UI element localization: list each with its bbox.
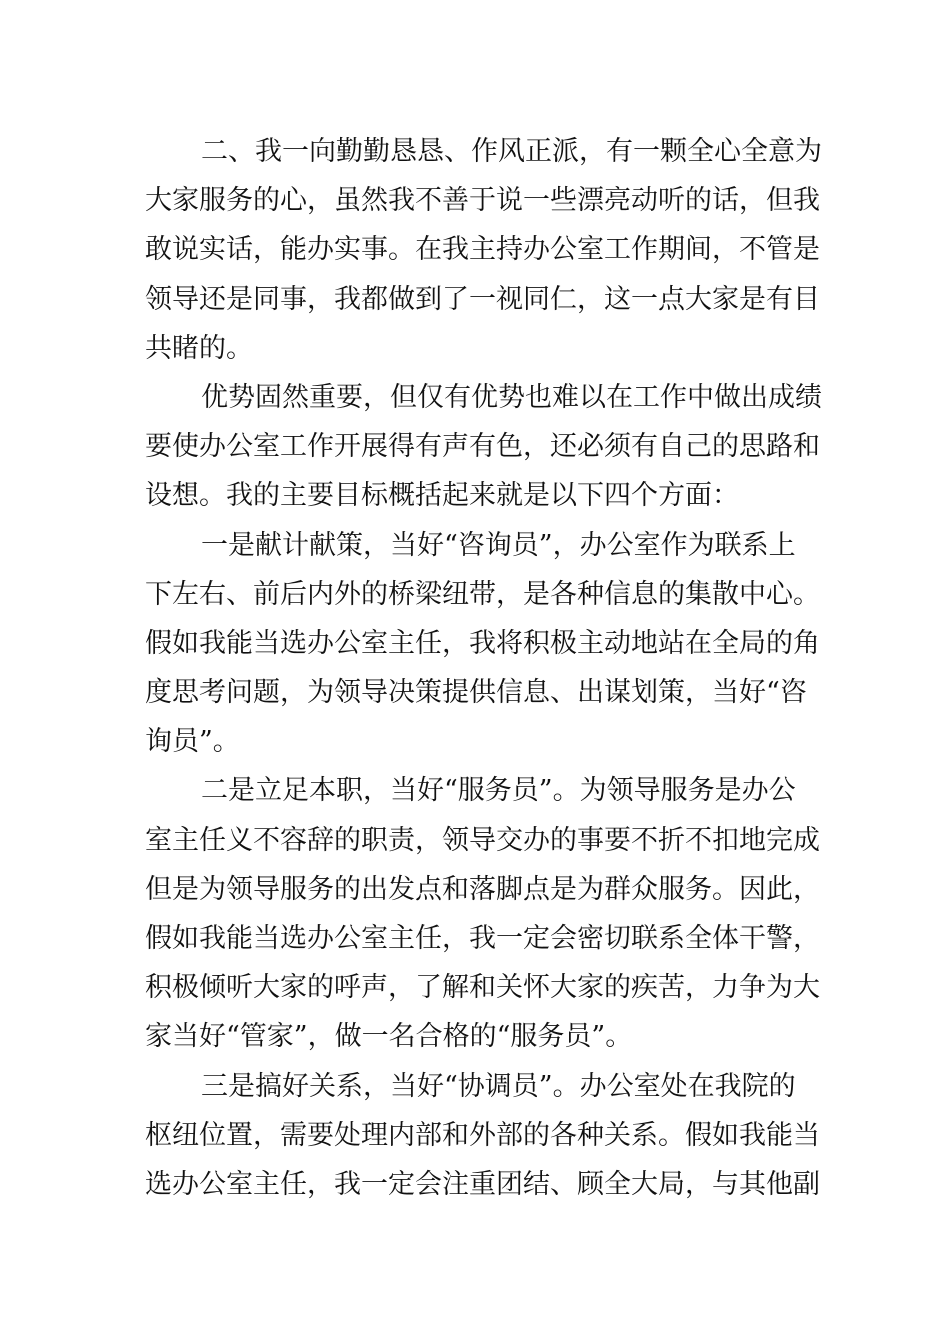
text-line: 但是为领导服务的出发点和落脚点是为群众服务。因此，: [145, 873, 820, 905]
text-line: 领导还是同事，我都做到了一视同仁，这一点大家是有目: [145, 283, 820, 315]
body-text: [145, 127, 822, 1209]
text-line: 共睹的。: [145, 332, 253, 364]
text-line: 下左右、前后内外的桥梁纽带，是各种信息的集散中心。: [145, 578, 820, 610]
text-line: 假如我能当选办公室主任，我一定会密切联系全体干警，: [145, 923, 820, 954]
text-line: 枢纽位置，需要处理内部和外部的各种关系。假如我能当: [145, 1119, 820, 1151]
text-line: 假如我能当选办公室主任，我将积极主动地站在全局的角: [145, 627, 820, 659]
text-line: 室主任义不容辞的职责，领导交办的事要不折不扣地完成: [145, 824, 820, 856]
text-line: 大家服务的心，虽然我不善于说一些漂亮动听的话，但我: [145, 185, 820, 217]
text-line: 询员”。: [145, 726, 240, 758]
text-line: 二是立足本职，当好“服务员”。为领导服务是办公: [201, 775, 796, 807]
text-line: 度思考问题，为领导决策提供信息、出谋划策，当好“咨: [145, 677, 807, 709]
text-line: 敢说实话，能办实事。在我主持办公室工作期间，不管是: [145, 234, 820, 266]
text-line: 选办公室主任，我一定会注重团结、顾全大局，与其他副: [145, 1168, 820, 1200]
text-line: 三是搞好关系，当好“协调员”。办公室处在我院的: [201, 1070, 796, 1102]
text-line: 一是献计献策，当好“咨询员”，办公室作为联系上: [201, 529, 796, 561]
text-line: 要使办公室工作开展得有声有色，还必须有自己的思路和: [145, 431, 820, 463]
text-line: 积极倾听大家的呼声，了解和关怀大家的疾苦，力争为大: [145, 972, 820, 1004]
text-line: 优势固然重要，但仅有优势也难以在工作中做出成绩: [201, 381, 822, 413]
text-line: 二、我一向勤勤恳恳、作风正派，有一颗全心全意为: [201, 136, 822, 167]
text-line: 家当好“管家”，做一名合格的“服务员”。: [145, 1021, 633, 1053]
text-line: 设想。我的主要目标概括起来就是以下四个方面：: [145, 480, 739, 512]
